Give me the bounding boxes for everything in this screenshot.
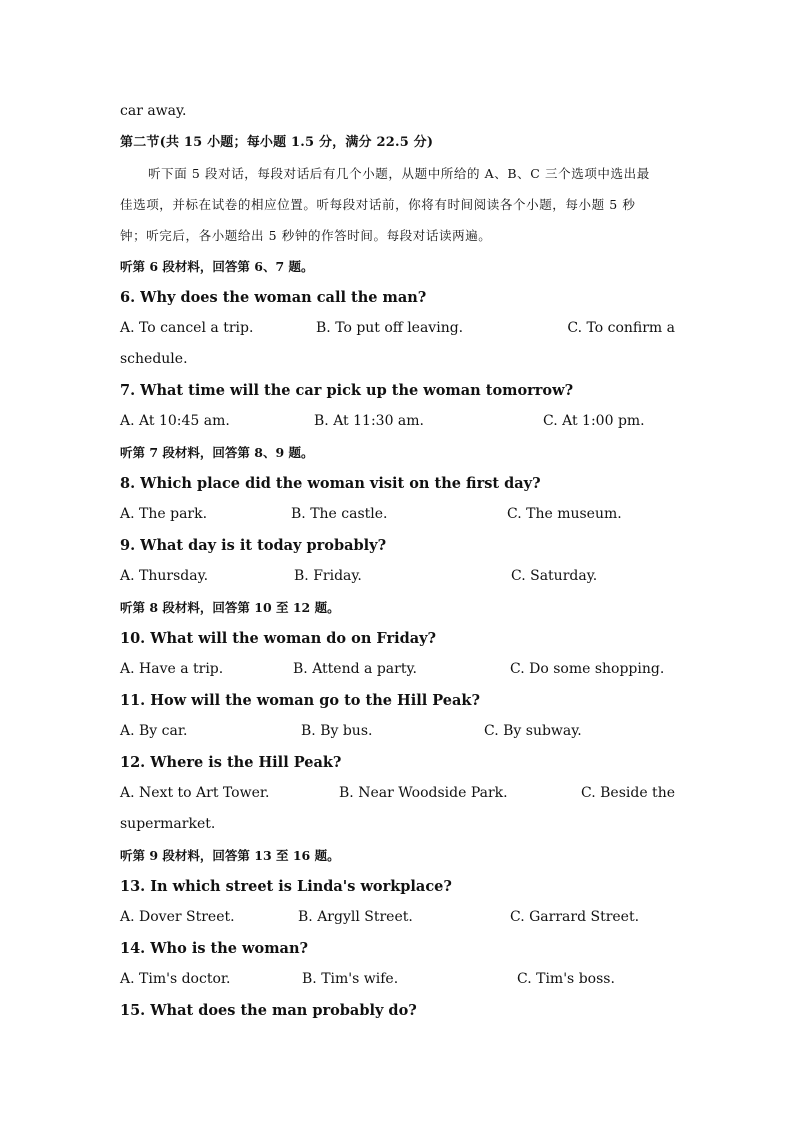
- option-c: C. Garrard Street.: [510, 909, 640, 925]
- question-9: 9. What day is it today probably?: [120, 537, 387, 554]
- option-b: B. At 11:30 am.: [314, 413, 424, 429]
- lead-text: car away.: [120, 103, 187, 119]
- group-heading-7: 听第 7 段材料，回答第 8、9 题。: [120, 445, 314, 460]
- options-9: [120, 561, 675, 592]
- instruction-line-1: 听下面 5 段对话，每段对话后有几个小题，从题中所给的 A、B、C 三个选项中选出最: [148, 166, 650, 181]
- option-b: B. Friday.: [294, 568, 362, 584]
- option-c: C. At 1:00 pm.: [543, 413, 645, 429]
- options-7: [120, 406, 675, 437]
- option-b: B. To put off leaving.: [316, 320, 464, 336]
- question-11: 11. How will the woman go to the Hill Peak?: [120, 692, 480, 709]
- option-a: A. Thursday.: [120, 568, 209, 584]
- option-c: C. Beside the: [581, 785, 675, 801]
- question-10: 10. What will the woman do on Friday?: [120, 630, 437, 647]
- options-12: [120, 778, 675, 809]
- question-7: 7. What time will the car pick up the woman tomorrow?: [120, 382, 574, 399]
- option-b: B. The castle.: [291, 506, 388, 522]
- question-15: 15. What does the man probably do?: [120, 1002, 417, 1019]
- question-13: 13. In which street is Linda's workplace?: [120, 878, 452, 895]
- option-b: B. Argyll Street.: [298, 909, 413, 925]
- options-10: [120, 654, 675, 685]
- option-c: C. Saturday.: [511, 568, 598, 584]
- options-13: [120, 902, 675, 933]
- group-heading-6: 听第 6 段材料，回答第 6、7 题。: [120, 259, 314, 274]
- option-a: A. By car.: [120, 723, 188, 739]
- option-a: A. The park.: [120, 506, 208, 522]
- option-b: B. By bus.: [301, 723, 373, 739]
- option-a: A. Have a trip.: [120, 661, 224, 677]
- question-6: 6. Why does the woman call the man?: [120, 289, 427, 306]
- question-14: 14. Who is the woman?: [120, 940, 308, 957]
- options-14: [120, 964, 675, 995]
- option-b: B. Near Woodside Park.: [339, 785, 508, 801]
- instruction-line-3: 钟；听完后，各小题给出 5 秒钟的作答时间。每段对话读两遍。: [120, 228, 492, 243]
- question-8: 8. Which place did the woman visit on the first day?: [120, 475, 541, 492]
- section-heading: 第二节(共 15 小题；每小题 1.5 分，满分 22.5 分): [120, 135, 434, 150]
- option-b: B. Attend a party.: [293, 661, 417, 677]
- instruction-line-2: 佳选项，并标在试卷的相应位置。听每段对话前，你将有时间阅读各个小题，每小题 5 秒: [120, 197, 636, 212]
- options-6: [120, 313, 675, 344]
- option-a: A. Tim's doctor.: [120, 971, 231, 987]
- group-heading-8: 听第 8 段材料，回答第 10 至 12 题。: [120, 600, 340, 615]
- option-c: C. Do some shopping.: [510, 661, 665, 677]
- option-c: C. To confirm a: [567, 320, 675, 336]
- option-a: A. Dover Street.: [120, 909, 235, 925]
- options-8: [120, 499, 675, 530]
- options-11: [120, 716, 675, 747]
- option-b: B. Tim's wife.: [302, 971, 399, 987]
- option-c-continued: supermarket.: [120, 816, 216, 832]
- option-a: A. Next to Art Tower.: [120, 785, 270, 801]
- option-c: C. Tim's boss.: [517, 971, 615, 987]
- option-a: A. At 10:45 am.: [120, 413, 230, 429]
- option-c: C. The museum.: [507, 506, 622, 522]
- option-a: A. To cancel a trip.: [120, 320, 254, 336]
- option-c-continued: schedule.: [120, 351, 188, 367]
- exam-page: [120, 96, 675, 1026]
- option-c: C. By subway.: [484, 723, 582, 739]
- group-heading-9: 听第 9 段材料，回答第 13 至 16 题。: [120, 848, 340, 863]
- question-12: 12. Where is the Hill Peak?: [120, 754, 342, 771]
